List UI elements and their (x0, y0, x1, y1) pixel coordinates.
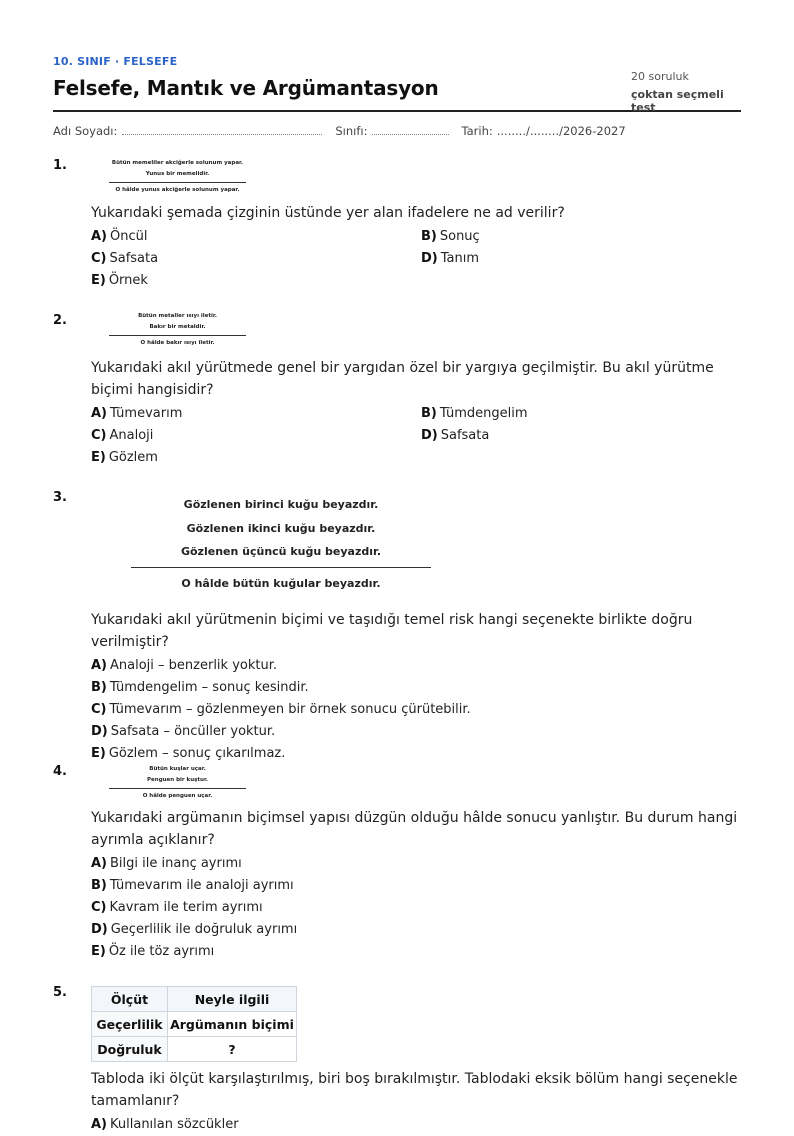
question-number: 1. (53, 158, 67, 173)
options (91, 403, 741, 469)
premise: Bakır bir metaldir. (149, 324, 206, 330)
conclusion-line (109, 788, 246, 789)
premise: Bütün memeliler akciğerle solunum yapar. (111, 160, 244, 166)
question-stem: Yukarıdaki akıl yürütmenin biçimi ve taşıdığı temel risk hangi seçenekte birlikte doğru verilmiştir? (91, 612, 693, 650)
conclusion: O hâlde yunus akciğerle solunum yapar. (115, 187, 240, 193)
option-e[interactable]: E) Gözlem – sonuç çıkarılmaz. (91, 746, 286, 761)
conclusion-line (131, 567, 431, 568)
option-d[interactable]: D) Tanım (421, 251, 480, 266)
question-stem: Yukarıdaki şemada çizginin üstünde yer alan ifadelere ne ad verilir? (91, 205, 565, 221)
table-header: Neyle ilgili (168, 987, 297, 1012)
premise: Gözlenen ikinci kuğu beyazdır. (186, 521, 376, 535)
comparison-table (91, 986, 297, 1062)
conclusion-line (109, 182, 246, 183)
test-meta (631, 70, 741, 114)
options (91, 226, 741, 292)
option-b[interactable]: B) Tümdengelim – sonuç kesindir. (91, 680, 309, 695)
class-field[interactable] (372, 125, 449, 135)
worksheet-page (53, 0, 741, 1132)
question-number: 2. (53, 313, 67, 328)
name-field[interactable] (122, 125, 322, 135)
date-field[interactable]: ......../......../2026-2027 (496, 124, 626, 138)
conclusion: O hâlde penguen uçar. (142, 793, 213, 799)
premise: Gözlenen üçüncü kuğu beyazdır. (180, 545, 382, 558)
option-e[interactable]: E) Gözlem (91, 450, 158, 465)
page-title: Felsefe, Mantık ve Argümantasyon (53, 76, 439, 100)
date-label: Tarih: (461, 124, 493, 138)
table-header: Ölçüt (92, 987, 168, 1012)
table-cell: Geçerlilik (92, 1012, 168, 1037)
question-stem: Tabloda iki ölçüt karşılaştırılmış, biri boş bırakılmıştır. Tablodaki eksik bölüm hangi seçenekle tamamlanır? (91, 1071, 738, 1109)
syllogism-diagram (109, 311, 246, 349)
option-c[interactable]: C) Analoji (91, 428, 154, 443)
question-body (91, 986, 741, 1132)
premise: Bütün metaller ısıyı iletir. (138, 313, 217, 319)
student-info-row (53, 124, 741, 138)
option-a[interactable]: A) Kullanılan sözcükler (91, 1117, 239, 1132)
question-number: 4. (53, 764, 67, 779)
options (91, 1114, 741, 1136)
option-b[interactable]: B) Sonuç (421, 229, 480, 244)
option-d[interactable]: D) Safsata – öncüller yoktur. (91, 724, 276, 739)
name-label: Adı Soyadı: (53, 124, 118, 138)
option-c[interactable]: C) Kavram ile terim ayrımı (91, 900, 263, 915)
option-a[interactable]: A) Bilgi ile inanç ayrımı (91, 856, 242, 871)
question-number: 5. (53, 985, 67, 1000)
option-a[interactable]: A) Öncül (91, 229, 148, 244)
syllogism-diagram (109, 158, 246, 196)
option-e[interactable]: E) Öz ile töz ayrımı (91, 944, 215, 959)
option-c[interactable]: C) Tümevarım – gözlenmeyen bir örnek sonucu çürütebilir. (91, 702, 471, 717)
table-header-row (92, 987, 297, 1012)
option-e[interactable]: E) Örnek (91, 273, 148, 288)
table-row (92, 1012, 297, 1037)
premise: Penguen bir kuştur. (147, 777, 208, 783)
question-stem: Yukarıdaki akıl yürütmede genel bir yargıdan özel bir yargıya geçilmiştir. Bu akıl yürütme biçimi hangisidir? (91, 360, 714, 398)
option-d[interactable]: D) Safsata (421, 428, 490, 443)
syllogism-diagram (131, 493, 431, 595)
option-a[interactable]: A) Analoji – benzerlik yoktur. (91, 658, 278, 673)
conclusion: O hâlde bütün kuğular beyazdır. (181, 576, 381, 590)
option-c[interactable]: C) Safsata (91, 251, 159, 266)
class-label: Sınıfı: (335, 124, 368, 138)
option-a[interactable]: A) Tümevarım (91, 406, 183, 421)
conclusion-line (109, 335, 246, 336)
test-type: çoktan seçmeli test (631, 88, 724, 114)
question-stem: Yukarıdaki argümanın biçimsel yapısı düzgün olduğu hâlde sonucu yanlıştır. Bu durum hangi ayrımla açıklanır? (91, 810, 738, 848)
option-d[interactable]: D) Geçerlilik ile doğruluk ayrımı (91, 922, 298, 937)
table-cell: Doğruluk (92, 1037, 168, 1062)
grade-label: 10. SINIF · FELSEFE (53, 55, 178, 68)
question-number: 3. (53, 490, 67, 505)
question-count: 20 soruluk (631, 70, 689, 83)
premise: Bütün kuşlar uçar. (149, 766, 206, 772)
options (91, 655, 741, 765)
conclusion: O hâlde bakır ısıyı iletir. (140, 340, 215, 346)
options (91, 853, 741, 963)
premise: Gözlenen birinci kuğu beyazdır. (183, 498, 379, 511)
premise: Yunus bir memelidir. (145, 171, 210, 177)
table-cell: ? (168, 1037, 297, 1062)
table-cell: Argümanın biçimi (168, 1012, 297, 1037)
table-row (92, 1037, 297, 1062)
option-b[interactable]: B) Tümevarım ile analoji ayrımı (91, 878, 294, 893)
syllogism-diagram (109, 764, 246, 802)
option-b[interactable]: B) Tümdengelim (421, 406, 528, 421)
worksheet-header (53, 0, 741, 112)
